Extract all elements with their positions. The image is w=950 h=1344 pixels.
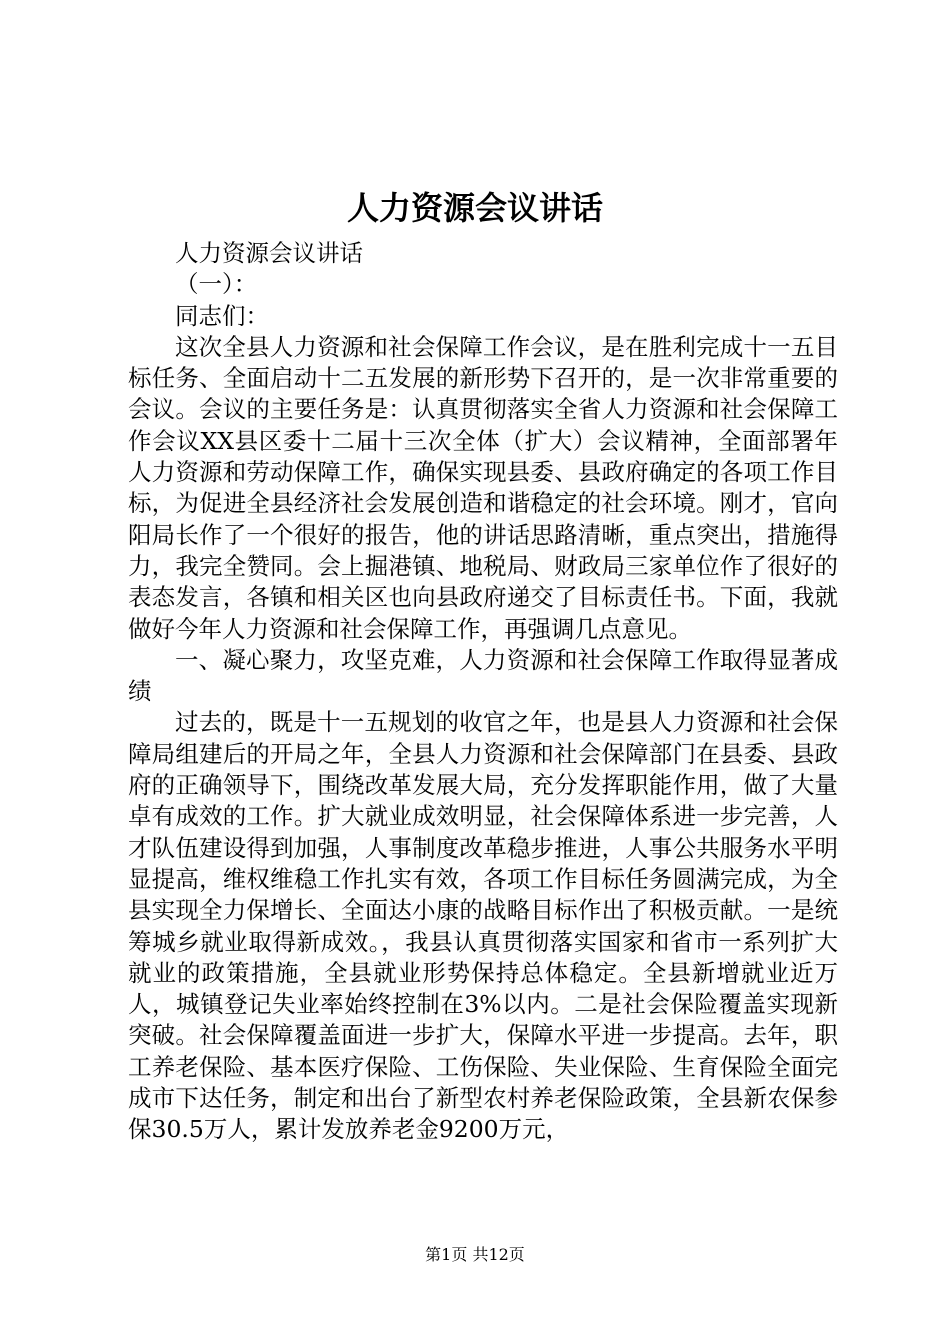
paragraph-salutation: 同志们：	[175, 301, 269, 330]
paragraph-heading-one: 一、凝心聚力，攻坚克难，人力资源和社会保障工作取得显著成绩	[128, 645, 838, 706]
paragraph-achievements: 过去的，既是十一五规划的收官之年，也是县人力资源和社会保障局组建后的开局之年，全县人力资源和社会保障部门在县委、县政府的正确领导下，围绕改革发展大局，充分发挥职能作用，做了大量卓有成效的工作。扩大就业成效明显，社会保障体系进一步完善，人才队伍建设得到加强，人事制度改革稳步推进，人事公共服务水平明显提高，维权维稳工作扎实有效，各项工作目标任务圆满完成，为全县实现全力保增长、全面达小康的战略目标作出了积极贡献。一是统筹城乡就业取得新成效。，我县认真贯彻落实国家和省市一系列扩大就业的政策措施，全县就业形势保持总体稳定。全县新增就业近万人，城镇登记失业率始终控制在3%以内。二是社会保险覆盖实现新突破。社会保障覆盖面进一步扩大，保障水平进一步提高。去年，职工养老保险、基本医疗保险、工伤保险、失业保险、生育保险全面完成市下达任务，制定和出台了新型农村养老保险政策，全县新农保参保30.5万人，累计发放养老金9200万元，	[128, 708, 838, 1144]
document-body	[128, 238, 838, 1146]
paragraph-subtitle: 人力资源会议讲话	[175, 239, 363, 267]
paragraph-section-marker: （一）：	[175, 270, 258, 299]
document-title: 人力资源会议讲话	[346, 189, 603, 227]
page-footer: 第1页 共12页	[425, 1245, 525, 1264]
paragraph-intro: 这次全县人力资源和社会保障工作会议，是在胜利完成十一五目标任务、全面启动十二五发展的新形势下召开的，是一次非常重要的会议。会议的主要任务是：认真贯彻落实全省人力资源和社会保障工作会议XX县区委十二届十三次全体（扩大）会议精神，全面部署年人力资源和劳动保障工作，确保实现县委、县政府确定的各项工作目标，为促进全县经济社会发展创造和谐稳定的社会环境。刚才，官向阳局长作了一个很好的报告，他的讲话思路清晰，重点突出，措施得力，我完全赞同。会上掘港镇、地税局、财政局三家单位作了很好的表态发言，各镇和相关区也向县政府递交了目标责任书。下面，我就做好今年人力资源和社会保障工作，再强调几点意见。	[128, 332, 838, 643]
